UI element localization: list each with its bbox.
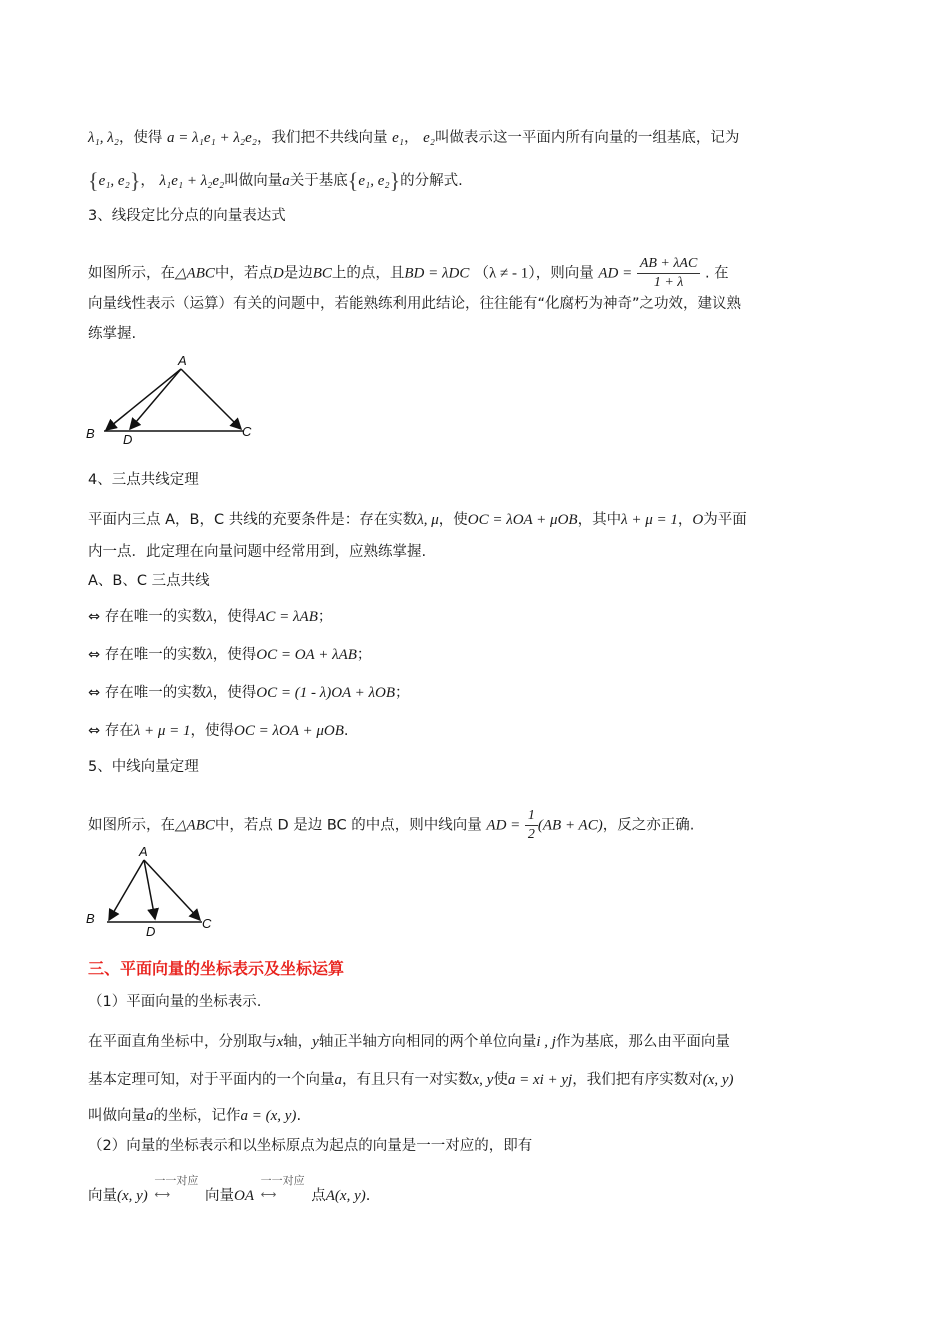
- label-d: D: [123, 432, 133, 447]
- section-4-line-2: 内一点．此定理在向量问题中经常用到，应熟练掌握.: [88, 544, 427, 560]
- equivalence-item: ⇔ 存在λ + μ = 1，使得OC = λOA + μOB.: [88, 723, 349, 739]
- section-4-line-3: A、B、C 三点共线: [88, 573, 210, 589]
- label-b: B: [86, 426, 95, 441]
- basis-line-1: λ₁, λ₂，使得 a = λ₁e₁ + λ₂e₂，我们把不共线向量 e₁， e₂叫做表示这一平面内所有向量的一组基底，记为: [88, 130, 740, 146]
- section-heading: 三、平面向量的坐标表示及坐标运算: [88, 959, 345, 978]
- section-6-line-1: 在平面直角坐标中，分别取与x轴，y轴正半轴方向相同的两个单位向量i , j作为基底，那么由平面向量: [88, 1034, 730, 1050]
- section-3-line-2: 向量线性表示（运算）有关的问题中，若能熟练利用此结论，往往能有“化腐朽为神奇”之功效，建议熟: [88, 296, 742, 312]
- vector-ac: [144, 860, 200, 920]
- subsection-2-title: （2）向量的坐标表示和以坐标原点为起点的向量是一一对应的，即有: [88, 1138, 533, 1154]
- vector-ac: [181, 369, 241, 429]
- vector-ab: [106, 369, 181, 430]
- one-to-one-arrow: 一一对应 ⟷: [260, 1174, 305, 1201]
- equivalence-item: ⇔ 存在唯一的实数λ，使得OC = OA + λAB；: [88, 647, 372, 663]
- equivalence-item: ⇔ 存在唯一的实数λ，使得OC = (1 - λ)OA + λOB；: [88, 685, 410, 701]
- section-6-line-3: 叫做向量a的坐标，记作a = (x, y).: [88, 1108, 302, 1124]
- label-c: C: [242, 424, 252, 439]
- half-fraction: $\frac{1}{2}$: [525, 808, 538, 843]
- label-a: A: [178, 353, 187, 368]
- triangle-figure-2: [80, 838, 230, 938]
- vector-ab: [109, 860, 144, 920]
- section-4-line-1: 平面内三点 A，B，C 共线的充要条件是：存在实数λ, μ，使OC = λOA + μOB，其中λ + μ = 1，O为平面: [88, 512, 747, 528]
- basis-line-2: {e₁, e₂}， λ₁e₁ + λ₂e₂叫做向量a关于基底{e₁, e₂}的分解式.: [88, 168, 463, 193]
- section-3-line-1: 如图所示，在△ABC中，若点D是边BC上的点，且BD = λDC （λ ≠ - 1），则向量 AD = $\frac{\text{AB + λAC}}{1 + \lambda}$ . 在: [88, 256, 729, 290]
- subsection-1-title: （1）平面向量的坐标表示.: [88, 994, 262, 1010]
- section-5-line-1: 如图所示，在△ABC中，若点 D 是边 BC 的中点，则中线向量 AD = $\frac{1}{2}$ (AB + AC)，反之亦正确.: [88, 808, 695, 842]
- section-3-line-3: 练掌握.: [88, 326, 137, 342]
- label-d: D: [146, 924, 156, 938]
- vector-ad: [130, 369, 181, 429]
- label-a: A: [139, 844, 148, 859]
- section-4-title: 4、三点共线定理: [88, 472, 199, 488]
- label-b: B: [86, 911, 95, 926]
- correspondence-line: 向量(x, y) 一一对应 ⟷ 向量OA 一一对应 ⟷ 点A(x, y).: [88, 1174, 371, 1204]
- one-to-one-arrow: 一一对应 ⟷: [154, 1174, 199, 1201]
- section-5-title: 5、中线向量定理: [88, 759, 199, 775]
- basis-equation: a = λ₁e₁ + λ₂e₂: [167, 130, 257, 146]
- section-3-title: 3、线段定比分点的向量表达式: [88, 208, 286, 224]
- label-c: C: [202, 916, 212, 931]
- equivalence-item: ⇔ 存在唯一的实数λ，使得AC = λAB；: [88, 609, 333, 625]
- triangle-figure-1: [80, 348, 280, 448]
- lambda-pair: λ₁, λ₂: [88, 130, 119, 146]
- section-6-line-2: 基本定理可知，对于平面内的一个向量a，有且只有一对实数x, y使a = xi + yj，我们把有序实数对(x, y): [88, 1072, 734, 1088]
- vector-ad: [144, 860, 155, 919]
- ratio-fraction: $\frac{\text{AB + λAC}}{1 + \lambda}$: [637, 256, 701, 291]
